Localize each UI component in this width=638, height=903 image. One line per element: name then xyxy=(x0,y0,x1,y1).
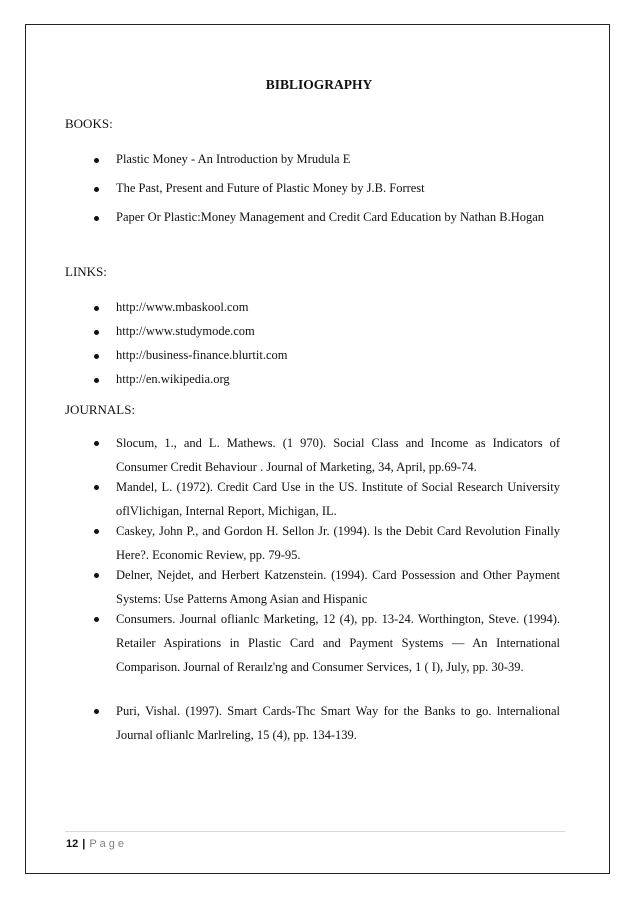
list-item: Delner, Nejdet, and Herbert Katzenstein. (1994). Card Possession and Other Payment Systems: Use Patterns Among Asian and Hispanic xyxy=(0,563,560,607)
page-title: BIBLIOGRAPHY xyxy=(265,77,373,92)
books-list xyxy=(0,152,560,239)
list-item: Caskey, John P., and Gordon H. Sellon Jr. (1994). ls the Debit Card Revolution Finally Here?. Economic Review, pp. 79-95. xyxy=(0,519,560,563)
link-item[interactable]: http://www.mbaskool.com xyxy=(0,300,560,324)
journals-list xyxy=(0,431,560,747)
books-heading: BOOKS: xyxy=(65,116,113,131)
list-item: Puri, Vishal. (1997). Smart Cards-Thc Smart Way for the Banks to go. lnternalional Journal oflianlc Marlreling, 15 (4), pp. 134-139. xyxy=(0,699,560,747)
links-list xyxy=(0,300,560,396)
list-item: Mandel, L. (1972). Credit Card Use in the US. Institute of Social Research University oflVlichigan, Internal Report, Michigan, IL. xyxy=(0,475,560,519)
footer-divider xyxy=(65,831,565,832)
page-label: Page xyxy=(89,838,128,850)
list-item: Consumers. Journal oflianlc Marketing, 12 (4), pp. 13-24. Worthington, Steve. (1994). Retailer Aspirations in Plastic Card and Payment Systems — An International Comparison. Journal of Reraılz'ng and Consumer Services, 1 ( I), July, pp. 30-39. xyxy=(0,607,560,699)
page-footer xyxy=(66,838,127,850)
page-number: 12 xyxy=(66,838,79,850)
list-item: Paper Or Plastic:Money Management and Credit Card Education by Nathan B.Hogan xyxy=(0,210,560,239)
link-item[interactable]: http://www.studymode.com xyxy=(0,324,560,348)
journals-heading: JOURNALS: xyxy=(65,402,136,417)
list-item: The Past, Present and Future of Plastic Money by J.B. Forrest xyxy=(0,181,560,210)
list-item: Plastic Money - An Introduction by Mrudula E xyxy=(0,152,560,181)
link-item[interactable]: http://business-finance.blurtit.com xyxy=(0,348,560,372)
footer-separator: | xyxy=(82,838,86,850)
link-item[interactable]: http://en.wikipedia.org xyxy=(0,372,560,396)
list-item: Slocum, 1., and L. Mathews. (1 970). Social Class and Income as Indicators of Consumer Credit Behaviour . Journal of Marketing, 34, April, pp.69-74. xyxy=(0,431,560,475)
links-heading: LINKS: xyxy=(65,264,107,279)
